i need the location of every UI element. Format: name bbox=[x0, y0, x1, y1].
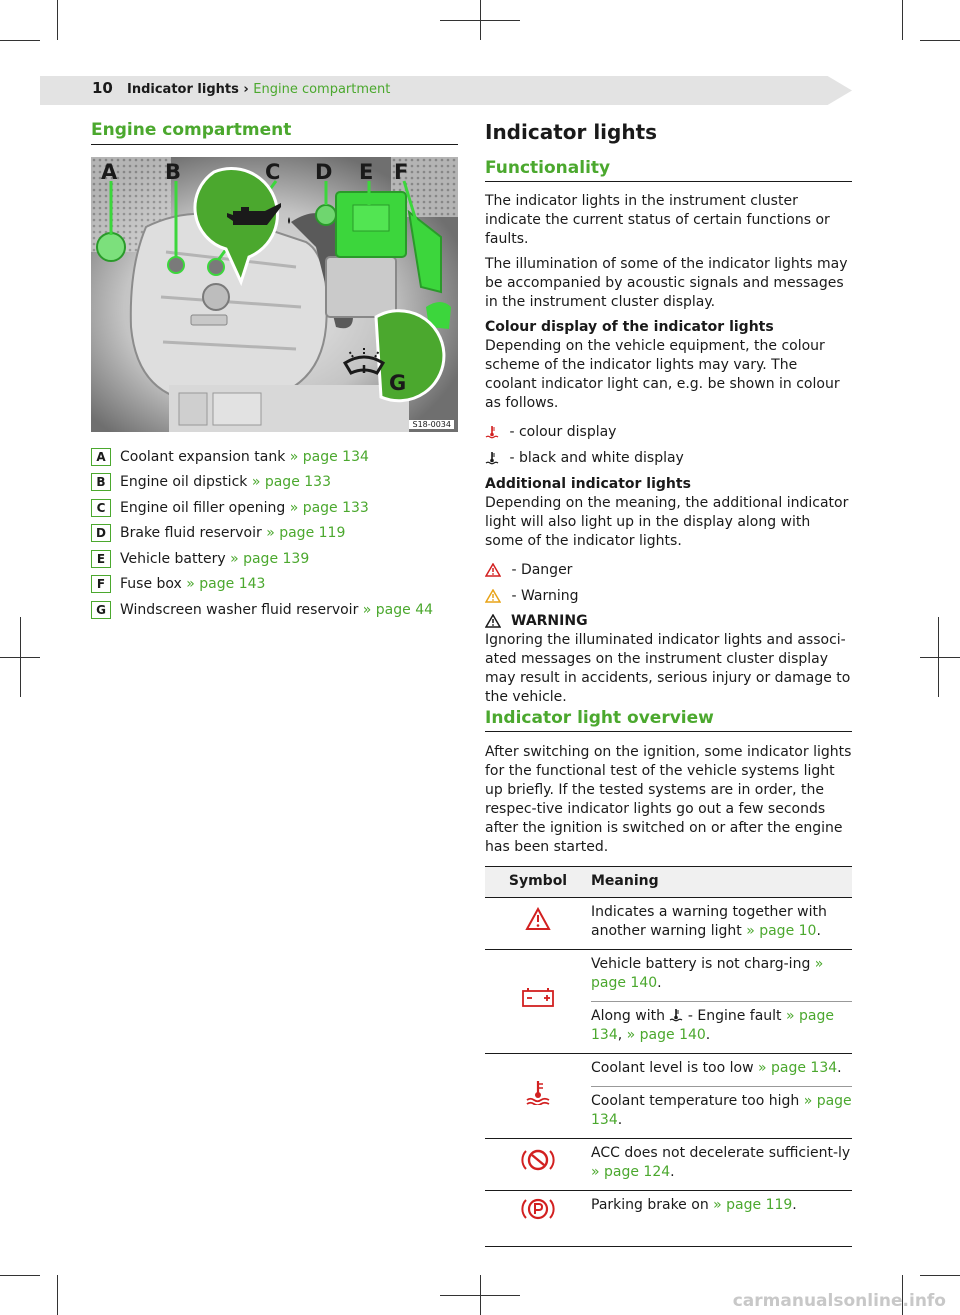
figure-label-f: F bbox=[394, 160, 409, 184]
table-header bbox=[485, 867, 852, 898]
meaning-cell: Vehicle battery is not charg-ing » page 140. bbox=[591, 950, 852, 1002]
legend-item bbox=[91, 444, 461, 470]
symbol-cell bbox=[485, 950, 591, 1054]
figure-label-b: B bbox=[165, 160, 182, 184]
legend-item bbox=[91, 495, 461, 521]
meaning-cell: ACC does not decelerate sufficient-ly » page 124. bbox=[591, 1139, 852, 1191]
symbol-column-header: Symbol bbox=[485, 867, 591, 898]
table-row bbox=[485, 1054, 852, 1087]
breadcrumb-separator: › bbox=[238, 82, 254, 97]
warning-item bbox=[485, 583, 852, 609]
coolant-icon bbox=[669, 1008, 683, 1022]
legend-text: Fuse box bbox=[120, 576, 187, 593]
danger-label: - Danger bbox=[507, 561, 573, 578]
danger-item bbox=[485, 557, 852, 583]
engine-compartment-heading: Engine compartment bbox=[91, 120, 292, 140]
page-link[interactable]: » page 133 bbox=[289, 499, 369, 516]
page-link[interactable]: » page 134 bbox=[758, 1060, 838, 1076]
colour-display-item bbox=[485, 419, 852, 445]
bw-display-item bbox=[485, 445, 852, 471]
colour-display-heading: Colour display of the indicator lights bbox=[485, 319, 774, 335]
page-link[interactable]: » page 140 bbox=[626, 1027, 706, 1043]
page-title: Indicator lights bbox=[485, 120, 658, 144]
indicator-overview-table bbox=[485, 866, 852, 1247]
crop-mark bbox=[57, 0, 58, 40]
acc-brake-icon bbox=[521, 1147, 555, 1173]
functionality-paragraph: The indicator lights in the instrument cluster indicate the current status of certain functions or faults. bbox=[485, 193, 830, 247]
coolant-icon-colour bbox=[485, 425, 499, 439]
engine-compartment-figure bbox=[91, 157, 458, 432]
danger-triangle-icon bbox=[485, 563, 501, 577]
colour-display-text: Depending on the vehicle equipment, the colour scheme of the indicator lights may vary. The coolant indicator light can, e.g. be shown in colour as follows. bbox=[485, 338, 840, 411]
page-link[interactable]: » page 134 bbox=[591, 1008, 834, 1043]
page-link[interactable]: » page 44 bbox=[362, 601, 434, 618]
crop-mark bbox=[0, 40, 40, 41]
crop-mark bbox=[20, 617, 21, 697]
warning-label: - Warning bbox=[507, 587, 579, 604]
table-row bbox=[485, 898, 852, 950]
meaning-cell: Parking brake on » page 119. bbox=[591, 1191, 852, 1247]
legend-text: Engine oil dipstick bbox=[120, 474, 252, 491]
warning-notice-title: WARNING bbox=[511, 612, 588, 629]
coolant-icon-bw bbox=[485, 451, 499, 465]
warning-notice-heading bbox=[485, 611, 852, 631]
crop-mark bbox=[480, 0, 481, 40]
legend-text: Windscreen washer fluid reservoir bbox=[120, 601, 363, 618]
legend-text: Coolant expansion tank bbox=[120, 448, 290, 465]
legend-text: Vehicle battery bbox=[120, 550, 231, 567]
meaning-cell: Along with - Engine fault » page 134, » page 140. bbox=[591, 1002, 852, 1054]
page-link[interactable]: » page 133 bbox=[251, 474, 331, 491]
table-row bbox=[485, 1191, 852, 1247]
page-link[interactable]: » page 119 bbox=[713, 1197, 793, 1213]
bw-display-label: - black and white display bbox=[505, 449, 684, 466]
warning-triangle-icon bbox=[525, 907, 551, 931]
legend-item bbox=[91, 521, 461, 547]
coolant-temperature-icon bbox=[524, 1079, 552, 1105]
additional-lights-heading: Additional indicator lights bbox=[485, 476, 691, 492]
legend-key: F bbox=[91, 575, 111, 593]
functionality-section bbox=[485, 192, 852, 713]
legend-key: E bbox=[91, 550, 111, 568]
figure-code: S18-0034 bbox=[409, 420, 454, 429]
functionality-heading: Functionality bbox=[485, 158, 611, 178]
oil-can-icon bbox=[215, 187, 301, 247]
figure-label-d: D bbox=[315, 160, 333, 184]
page-link[interactable]: » page 124 bbox=[591, 1164, 671, 1180]
symbol-cell bbox=[485, 1191, 591, 1247]
warning-triangle-icon bbox=[485, 589, 501, 603]
page-link[interactable]: » page 134 bbox=[289, 448, 369, 465]
heading-rule bbox=[91, 144, 458, 145]
legend-key: D bbox=[91, 524, 111, 542]
overview-text: After switching on the ignition, some indicator lights for the functional test of the vehicle systems light up briefly. If the tested systems are in order, the respec-tive indicator lights go out a few seconds after the ignition is switched on or after the engine has been started. bbox=[485, 744, 852, 855]
meaning-column-header: Meaning bbox=[591, 867, 852, 898]
functionality-paragraph: The illumination of some of the indicator lights may be accompanied by acoustic signals and messages in the instrument cluster display. bbox=[485, 256, 848, 310]
component-legend bbox=[91, 444, 461, 623]
additional-lights-text: Depending on the meaning, the additional indicator light will also light up in the display along with some of the indicator lights. bbox=[485, 495, 849, 549]
symbol-cell bbox=[485, 1054, 591, 1139]
page-link[interactable]: » page 139 bbox=[230, 550, 310, 567]
legend-item bbox=[91, 546, 461, 572]
page-link[interactable]: » page 143 bbox=[186, 576, 266, 593]
breadcrumb bbox=[127, 82, 390, 97]
heading-rule bbox=[485, 181, 852, 182]
crop-mark bbox=[920, 1275, 960, 1276]
crop-mark bbox=[902, 0, 903, 40]
page-link[interactable]: » page 140 bbox=[591, 956, 824, 991]
figure-label-c: C bbox=[265, 160, 281, 184]
watermark: carmanualsonline.info bbox=[732, 1291, 946, 1311]
legend-item bbox=[91, 572, 461, 598]
breadcrumb-section[interactable]: Indicator lights bbox=[127, 82, 239, 97]
legend-text: Brake fluid reservoir bbox=[120, 525, 267, 542]
legend-item bbox=[91, 597, 461, 623]
warning-notice-icon bbox=[485, 614, 501, 628]
table-row bbox=[485, 950, 852, 1002]
crop-mark bbox=[480, 1275, 481, 1315]
meaning-cell: Coolant temperature too high » page 134. bbox=[591, 1087, 852, 1139]
page-link[interactable]: » page 134 bbox=[591, 1093, 852, 1128]
meaning-cell: Coolant level is too low » page 134. bbox=[591, 1054, 852, 1087]
figure-label-a: A bbox=[101, 160, 118, 184]
colour-display-label: - colour display bbox=[505, 423, 617, 440]
figure-label-g: G bbox=[389, 371, 407, 395]
page-link[interactable]: » page 119 bbox=[266, 525, 346, 542]
parking-brake-icon bbox=[521, 1196, 555, 1222]
legend-text: Engine oil filler opening bbox=[120, 499, 290, 516]
meaning-cell: Indicates a warning together with another warning light » page 10. bbox=[591, 898, 852, 950]
heading-rule bbox=[485, 731, 852, 732]
symbol-cell bbox=[485, 898, 591, 950]
page-link[interactable]: » page 10 bbox=[746, 923, 817, 939]
symbol-cell bbox=[485, 1139, 591, 1191]
legend-key: B bbox=[91, 473, 111, 491]
legend-key: G bbox=[91, 601, 111, 619]
page-number: 10 bbox=[92, 79, 113, 97]
overview-heading: Indicator light overview bbox=[485, 708, 714, 728]
legend-key: C bbox=[91, 499, 111, 517]
battery-icon bbox=[521, 986, 555, 1008]
legend-item bbox=[91, 470, 461, 496]
crop-mark bbox=[920, 657, 960, 658]
breadcrumb-subsection[interactable]: Engine compartment bbox=[253, 82, 391, 97]
crop-mark bbox=[0, 1275, 40, 1276]
table-row bbox=[485, 1139, 852, 1191]
crop-mark bbox=[938, 617, 939, 697]
crop-mark bbox=[920, 40, 960, 41]
crop-mark bbox=[57, 1275, 58, 1315]
legend-key: A bbox=[91, 448, 111, 466]
figure-label-e: E bbox=[359, 160, 374, 184]
warning-notice-text: Ignoring the illuminated indicator lights and associ-ated messages on the instrument cluster display may result in accidents, serious injury or damage to the vehicle. bbox=[485, 632, 851, 705]
